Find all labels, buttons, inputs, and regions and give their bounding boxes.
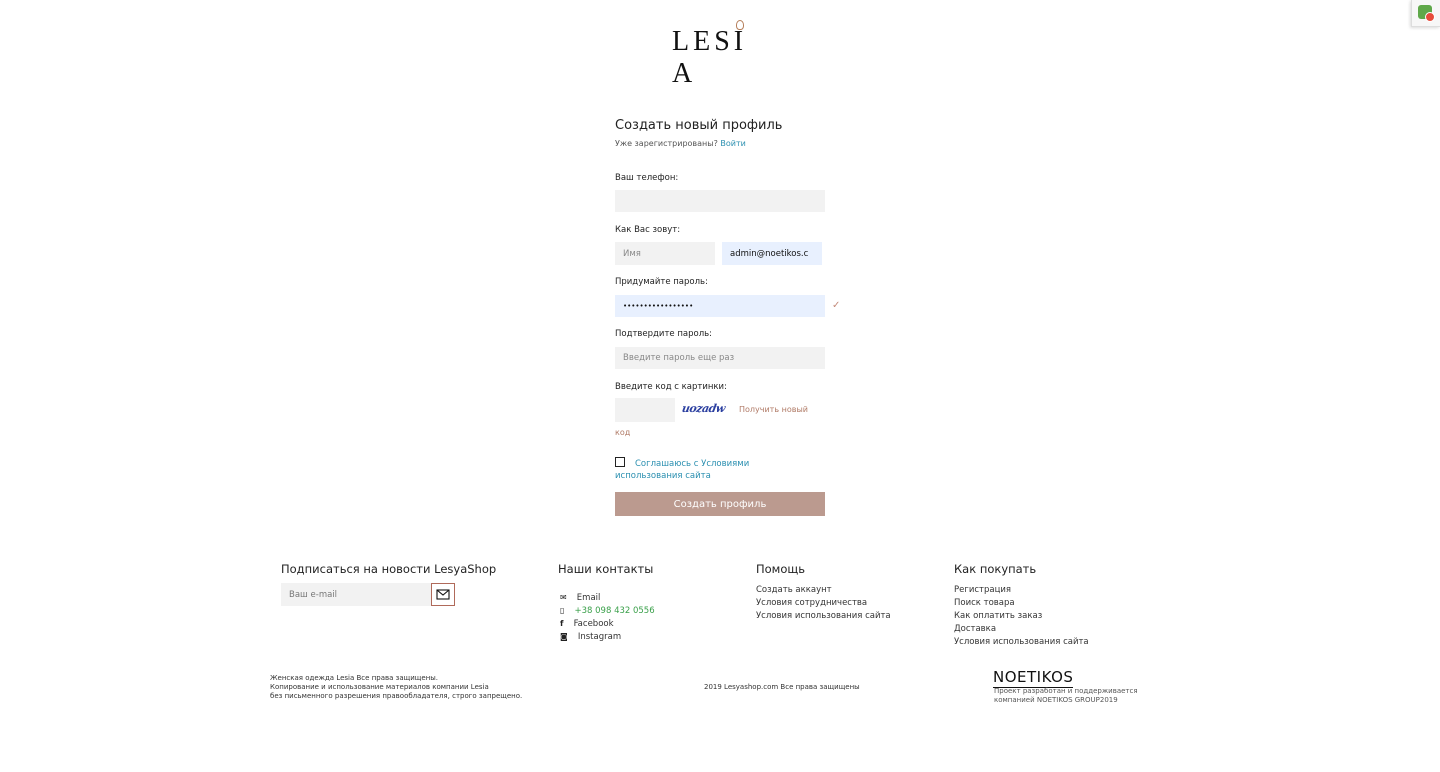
create-profile-button[interactable]: Создать профиль xyxy=(615,492,825,516)
phone-label: Ваш телефон: xyxy=(615,173,679,183)
copyright-line: Копирование и использование материалов компании Lesia xyxy=(270,683,489,691)
contact-phone-label: +38 098 432 0556 xyxy=(574,606,655,616)
password-valid-icon: ✓ xyxy=(832,300,841,311)
login-link[interactable]: Войти xyxy=(720,139,746,148)
facebook-icon: f xyxy=(560,619,564,628)
captcha-image: uozadw xyxy=(680,402,727,415)
copyright-line: Женская одежда Lesia Все права защищены. xyxy=(270,674,439,682)
terms-link[interactable]: Соглашаюсь с Условиями использования сайта xyxy=(615,459,750,481)
phone-input[interactable] xyxy=(615,190,825,212)
new-code-link[interactable]: Получить новый xyxy=(739,405,808,414)
help-title: Помощь xyxy=(756,562,806,576)
instagram-icon: ◙ xyxy=(560,632,568,641)
site-logo[interactable]: LESIA xyxy=(672,26,748,89)
password-label: Придумайте пароль: xyxy=(615,277,708,287)
contacts-title: Наши контакты xyxy=(558,562,654,576)
name-input[interactable] xyxy=(615,242,715,265)
copyright-center: 2019 Lesyashop.com Все права защищены xyxy=(704,683,860,691)
phone-icon: ▯ xyxy=(560,606,565,615)
help-link-create-account[interactable]: Создать аккаунт xyxy=(756,585,832,595)
how-to-buy-title: Как покупать xyxy=(954,562,1037,576)
subscribe-title: Подписаться на новости LesyaShop xyxy=(281,562,497,576)
help-link-terms[interactable]: Условия использования сайта xyxy=(756,611,891,621)
copyright-line: без письменного разрешения правообладателя, строго запрещено. xyxy=(270,692,523,700)
envelope-icon xyxy=(432,584,454,605)
form-title: Создать новый профиль xyxy=(615,118,783,133)
contact-facebook-label: Facebook xyxy=(573,619,614,629)
captcha-label: Введите код с картинки: xyxy=(615,382,727,392)
buy-link-delivery[interactable]: Доставка xyxy=(954,624,997,634)
help-link-cooperation[interactable]: Условия сотрудничества xyxy=(756,598,868,608)
contact-instagram-label: Instagram xyxy=(577,632,622,642)
mail-icon: ✉ xyxy=(560,593,567,602)
buy-link-terms[interactable]: Условия использования сайта xyxy=(954,637,1089,647)
copyright-left xyxy=(270,674,522,701)
contact-instagram[interactable] xyxy=(560,624,621,643)
buy-link-registration[interactable]: Регистрация xyxy=(954,585,1011,595)
developer-credit xyxy=(994,687,1138,705)
developer-logo-text: NOETIKOS xyxy=(993,668,1074,686)
confirm-password-label: Подтвердите пароль: xyxy=(615,329,713,339)
buy-link-search[interactable]: Поиск товара xyxy=(954,598,1015,608)
developer-credit-line: Проект разработан и поддерживается xyxy=(994,687,1138,695)
captcha-input[interactable] xyxy=(615,398,675,422)
contact-email-label: Email xyxy=(576,593,601,603)
confirm-password-input[interactable] xyxy=(615,347,825,369)
subscribe-email-input[interactable] xyxy=(281,583,431,606)
subscribe-button[interactable] xyxy=(431,583,455,606)
developer-logo[interactable] xyxy=(993,668,1073,686)
name-label: Как Вас зовут: xyxy=(615,225,681,235)
extension-badge-icon[interactable] xyxy=(1411,0,1440,27)
email-input[interactable] xyxy=(722,242,822,265)
already-registered xyxy=(615,139,746,148)
password-input[interactable] xyxy=(615,295,825,317)
developer-credit-line: компанией NOETIKOS GROUP2019 xyxy=(994,696,1118,704)
already-registered-text: Уже зарегистрированы? xyxy=(615,139,718,148)
buy-link-payment[interactable]: Как оплатить заказ xyxy=(954,611,1043,621)
new-code-link-continued[interactable]: код xyxy=(615,428,631,437)
